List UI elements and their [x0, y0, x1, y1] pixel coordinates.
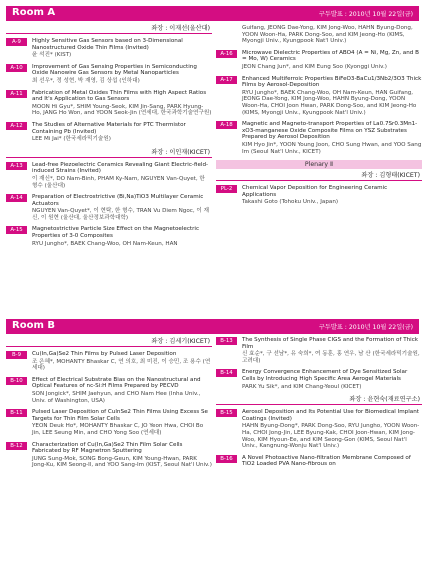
presentation-code-badge: A-16 — [216, 50, 237, 58]
presentation-entry — [6, 38, 212, 59]
presentation-authors: 최 선우*, 정 성현, 박 재영, 김 상섭 (인하대) — [32, 77, 140, 84]
presentation-code-badge: B-15 — [216, 409, 237, 417]
presentation-authors: PARK Yu Sik*, and KIM Chang-Yeoul (KICET) — [242, 383, 362, 390]
presentation-authors: Takashi Goto (Tohoku Univ., Japan) — [242, 199, 339, 206]
presentation-authors: 윤 석진* (KIST) — [32, 52, 72, 59]
session-chair: 좌장 : 김형태(KICET) — [216, 171, 422, 181]
presentation-entry — [6, 90, 212, 117]
presentation-entry — [6, 194, 212, 221]
room-b-right-column — [216, 337, 422, 473]
presentation-title: Pulsed Laser Deposition of CulnSe2 Thin Films Using Excess Se Targets for Thin Film Solar Cells — [32, 409, 208, 422]
presentation-authors: JEON Chang Jun*, and KIM Eung Soo (Kyonggi Univ.) — [242, 63, 387, 70]
room-a-header — [6, 6, 419, 21]
presentation-code-badge: A-11 — [6, 90, 27, 98]
presentation-authors: 조 은혜*, MOHANTY Bhaskar C, 연 의호, 최 미진, 이 승민, 조 용수 (연세대) — [32, 358, 211, 372]
presentation-entry — [216, 337, 422, 364]
presentation-entry — [6, 351, 212, 372]
presentation-authors: LEE Mi Jai* (한국세라믹기술원) — [32, 136, 111, 143]
presentation-code-badge: B-11 — [6, 409, 27, 417]
presentation-title: Effect of Electrical Substrate Bias on the Nanostructural and Optical Features of nc-Si:H Films Prepared by PECVD — [32, 376, 201, 390]
presentation-entry — [216, 76, 422, 117]
room-a-right-column — [216, 24, 422, 211]
presentation-entry — [216, 409, 422, 450]
presentation-code-badge: B-9 — [6, 351, 27, 359]
presentation-authors: MOON Hi Gyu*, SHIM Young-Seok, KIM Jin-Sang, PARK Hyung-Ho, JANG Ho Won, and YOON Seok-Jin (연세대, 한국과학기술연구원) — [32, 103, 212, 117]
presentation-entry — [6, 409, 212, 436]
presentation-authors: SON Jongick*, SHIM Jaehyun, and CHO Nam Hee (Inha Univ., Univ. of Washington, USA) — [32, 390, 201, 404]
presentation-entry — [6, 377, 212, 404]
room-a-left-column — [6, 24, 212, 252]
presentation-entry — [6, 64, 212, 85]
presentation-code-badge: B-16 — [216, 455, 237, 463]
entry-authors: Guifang, JEONG Dae-Yong, KIM Jong-Woo, HAHN Byung-Dong, YOON Woon-Ha, PARK Dong-Soo, and KIM Jeong-Ho (KIMS, Myongji Univ., Kyungpook Nat'l Univ.) — [242, 25, 413, 45]
presentation-title: Highly Sensitive Gas Sensors based on 3-Dimensional Nanostructured Oxide Thin Films (Invited) — [32, 38, 183, 51]
room-a-date: 구두발표 : 2010년 10월 22일(금) — [318, 11, 413, 18]
session-chair: 좌장 : 이재선(울산대) — [6, 24, 212, 34]
presentation-title: Cu(In,Ga)Se2 Thin Films by Pulsed Laser Deposition — [32, 351, 177, 357]
presentation-title: The Synthesis of Single Phase CIGS and the Formation of Thick Film — [242, 337, 419, 350]
presentation-entry — [6, 122, 212, 143]
room-b-header — [6, 319, 419, 334]
presentation-code-badge: A-12 — [6, 122, 27, 130]
entry-continuation — [216, 25, 422, 45]
presentation-code-badge: PL-2 — [216, 185, 237, 193]
presentation-authors: RYU Jungho*, BAEK Chang-Woo, OH Nam-Keun, HAN — [32, 240, 178, 247]
presentation-authors: 신 효순*, 구 선남*, 유 숙희*, 여 동훈, 홍 연우, 남 산 (한국세라믹기술원, 고려대) — [242, 351, 420, 364]
room-b-left-column — [6, 337, 212, 474]
room-b-title: Room B — [12, 320, 55, 331]
session-chair: 좌장 : 이인재(KICET) — [6, 148, 212, 158]
plenary-band: Plenary Ⅱ — [216, 160, 422, 169]
presentation-title: Lead-free Piezoelectric Ceramics Revealing Giant Electric-field-induced Strains (Invited) — [32, 161, 209, 175]
presentation-code-badge: A-14 — [6, 194, 27, 202]
presentation-entry — [216, 455, 422, 468]
presentation-title: Energy Convergence Enhancement of Dye Sensitized Solar Cells by Introducing High Specific Area Aerogel Materials — [242, 369, 408, 382]
presentation-entry — [6, 162, 212, 189]
presentation-entry — [6, 442, 212, 469]
room-a-title: Room A — [12, 7, 56, 18]
presentation-authors: KIM Hyo Jin*, YOON Young Joon, CHO Sung Hwan, and YOO Sang Im (Seoul Nat'l Univ., KICET) — [242, 141, 422, 155]
presentation-title: Characterization of Cu(In,Ga)Se2 Thin Film Solar Cells Fabricated by RF Magnetron Sputtering — [32, 441, 183, 455]
presentation-title: The Studies of Alternative Materials for PTC Thermistor Containing Pb (Invited) — [32, 121, 186, 135]
presentation-authors: 이 재신*, DO Nam-Binh, PHAM Ky-Nam, NGUYEN Van-Quyet, 한 형수 (울산대) — [32, 175, 205, 189]
presentation-authors: YEON Deuk Ho*, MOHANTY Bhaskar C, JO Yeon Hwa, CHOI Bo Jin, LEE Seung Min, and CHO Yong Soo (연세대) — [32, 423, 204, 436]
presentation-authors: HAHN Byung-Dong*, PARK Dong-Soo, RYU Jungho, YOON Woon-Ha, CHOI Jong-Jin, LEE Byung-Kak, CHOI Joon-Hwan, KIM Jong-Woo, KIM Hyoun-Ee, and KIM Seong-Gon (KIMS, Seoul Nat'l Univ., Kangnung-Wonju Nat'l Univ.) — [242, 423, 420, 450]
presentation-code-badge: B-13 — [216, 337, 237, 345]
session-chair: 좌장 : 김세기(KICET) — [6, 337, 212, 347]
presentation-code-badge: A-18 — [216, 121, 237, 129]
presentation-title: Enhanced Multiferroic Properties BiFeO3-BaCu1/3Nb2/3O3 Thick Films by Aerosol-Deposition — [242, 75, 422, 89]
presentation-code-badge: A-15 — [6, 226, 27, 234]
presentation-code-badge: B-12 — [6, 442, 27, 450]
presentation-title: Chemical Vapor Deposition for Engineering Ceramic Applications — [242, 185, 388, 198]
presentation-title: Magnetostrictive Particle Size Effect on the Magnetoelectric Properties of 3-0 Composites — [32, 226, 200, 240]
presentation-code-badge: A-17 — [216, 76, 237, 84]
room-b-date: 구두발표 : 2010년 10월 22일(금) — [318, 324, 413, 331]
presentation-entry — [6, 226, 212, 247]
presentation-entry — [216, 121, 422, 155]
presentation-title: Magnetic and Magneto-transport Properties of La0.7Sr0.3Mn1-xO3-manganese Oxide Composite Films on YSZ Substrates Prepared by Aerosol Deposition — [242, 121, 418, 141]
presentation-code-badge: B-14 — [216, 369, 237, 377]
presentation-authors: RYU Jungho*, BAEK Chang-Woo, OH Nam-Keun, HAN Guifang, JEONG Dae-Yong, KIM Jong-Woo, HAHN Byung-Dong, YOON Woon-Ha, CHOI Joon Hwan, PARK Dong-Soo, and KIM Jeong-Ho (KIMS, Myongji Univ., Kyungpook Nat'l Univ.) — [242, 89, 417, 116]
presentation-code-badge: A-9 — [6, 38, 27, 46]
presentation-authors: NGUYEN Van-Quyet*, 이 현탁, 한 형수, TRAN Vu Diem Ngoc, 이 재신, 이 원현 (울산대, 울산정보과학대학) — [32, 208, 209, 221]
presentation-title: Microwave Dielectric Properties of ABO4 (A = Ni, Mg, Zn, and B = Mo, W) Ceramics — [242, 49, 419, 63]
presentation-title: Improvement of Gas Sensing Properties in Semiconducting Oxide Nanowire Gas Sensors by Metal Nanoparticles — [32, 63, 197, 77]
presentation-code-badge: A-10 — [6, 64, 27, 72]
presentation-title: Fabrication of Metal Oxides Thin Films with High Aspect Ratios and It's Application to Gas Sensors — [32, 89, 207, 103]
session-chair: 좌장 : 윤현숙(재료연구소) — [216, 395, 422, 405]
presentation-authors: JUNG Sung-Mok, SONG Bong-Geun, KIM Young-Hwan, PARK Jong-Ku, KIM Seong-Il, and YOO Sang-Im (KIST, Seoul Nat'l Univ.) — [32, 455, 212, 469]
presentation-title: Preparation of Electrostrictive (Bi,Na)TiO3 Multilayer Ceramic Actuators — [32, 194, 204, 207]
presentation-entry — [216, 50, 422, 71]
presentation-code-badge: B-10 — [6, 377, 27, 385]
presentation-title: A Novel Photoactive Nano-filtration Membrane Composed of TiO2 Loaded PVA Nano-fibrous on — [242, 454, 411, 468]
presentation-title: Aerosol Deposition and Its Potential Use for Biomedical Implant Coatings (Invited) — [242, 409, 419, 422]
presentation-code-badge: A-13 — [6, 162, 27, 170]
presentation-entry — [216, 185, 422, 206]
presentation-entry — [216, 369, 422, 390]
